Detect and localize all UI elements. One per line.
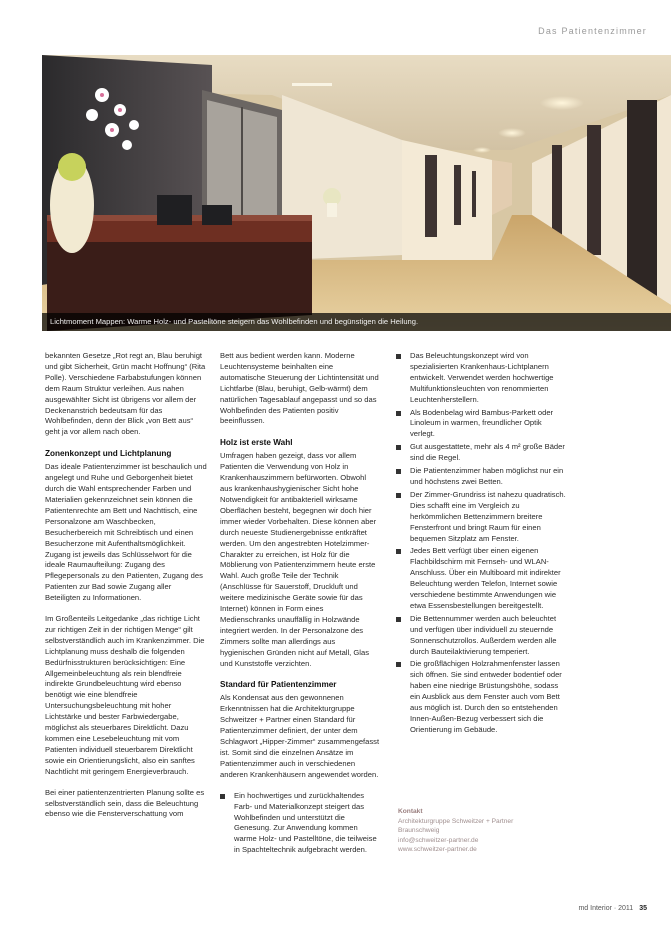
list-item [396, 408, 566, 441]
square-bullet-icon [396, 617, 401, 622]
list-item-text: Als Bodenbelag wird Bambus-Parkett oder Linoleum in warmen, freundlicher Optik verlegt. [410, 407, 554, 439]
list-item [396, 466, 566, 488]
list-item [220, 791, 380, 856]
square-bullet-icon [396, 354, 401, 359]
section-heading: Holz ist erste Wahl [220, 438, 293, 448]
contact-city: Braunschweig [398, 827, 440, 834]
corridor-photo-illustration [42, 55, 671, 331]
square-bullet-icon [396, 493, 401, 498]
section-heading: Standard für Patientenzimmer [220, 680, 337, 690]
photo-caption: Lichtmoment Mappen: Warme Holz- und Pastelltöne steigern das Wohlbefinden und begünstigen die Heilung. [42, 313, 671, 331]
list-item [396, 490, 566, 545]
paragraph: Bett aus bedient werden kann. Moderne Leuchtensysteme beinhalten eine automatische Steuerung der Lichtintensität und Lichtfarbe (Blau, beruhigt, Gelb-wärmt) dem natürlichen Tagesablauf angepasst und so das Wohlbefinden des Patienten positiv beeinflussen. [220, 351, 379, 426]
contact-website[interactable]: www.schweitzer-partner.de [398, 846, 477, 853]
corridor-photo [42, 55, 671, 331]
square-bullet-icon [396, 411, 401, 416]
column-3 [396, 351, 566, 738]
square-bullet-icon [396, 445, 401, 450]
paragraph: Umfragen haben gezeigt, dass vor allem Patienten die Verwendung von Holz in Krankenhauszimmern befürworten. Obwohl aus krankenhaushygienischer Sicht hohe Notwendigkeit für antibakteriell wirksame Oberflächen besteht, begegnen wir doch hier immer wieder Vorbehalten. Diese können aber durch neueste Studienergebnisse entkräftet werden. Um den angestrebten Hotelzimmer-Charakter zu erreichen, ist Holz für die Möblierung von Patientenzimmern heute erste Wahl. Auch große Teile der Technik (Anschlüsse für Sauerstoff, Druckluft und weitere medizinische Geräte sowie für das Internet) können in Form eines Medienschranks unauffällig in Holzwände integriert werden. In der Personalzone des Zimmers sollte man allerdings aus hygienischen Gründen nicht auf Metall, Glas und Kunststoffe verzichten. [220, 451, 377, 668]
bullet-list [220, 791, 380, 856]
running-head: Das Patientenzimmer [538, 26, 647, 36]
column-2 [220, 351, 380, 858]
list-item-text: Die großflächigen Holzrahmenfenster lassen sich öffnen. Sie sind entweder bodentief oder haben eine niedrige Brüstungshöhe, sodass ein Ausblick aus dem Fenster auch vom Bett aus möglich ist. Durch den so entstehenden Innen-Außen-Bezug verbessert sich die Orientierung im Gebäude. [410, 659, 562, 734]
list-item [396, 546, 566, 611]
list-item-text: Das Beleuchtungskonzept wird von spezialisierten Krankenhaus-Lichtplanern entwickelt. Verwendet werden hochwertige Multifunktionsleuchten von renommierten Leuchtenherstellern. [410, 351, 554, 404]
list-item [396, 442, 566, 464]
bullet-list [396, 351, 566, 736]
list-item-text: Gut ausgestattete, mehr als 4 m² große Bäder sind die Regel. [410, 442, 565, 463]
list-item-text: Die Patientenzimmer haben möglichst nur ein und höchstens zwei Betten. [410, 466, 564, 486]
section-heading: Zonenkonzept und Lichtplanung [45, 449, 172, 459]
list-item [396, 659, 566, 735]
paragraph: bekannten Gesetze „Rot regt an, Blau beruhigt und gibt Sicherheit, Grün macht Hoffnung“ (Rita Polle). Verschiedene Farbabstufungen können dem Raum Struktur verleihen. Aus nahen ausgewählter Sicht ist übrigens vor allem der Deckenanstrich bedeutsam für das Wohlbefinden, denn der Blick „von Bett aus“ geht ja vor allem nach oben. [45, 351, 206, 437]
contact-company: Architekturgruppe Schweitzer + Partner [398, 817, 514, 825]
journal-name: md Interior · 2011 [578, 905, 634, 912]
page-footer [578, 905, 647, 912]
paragraph: Im Großenteils Leitgedanke „das richtige Licht zur richtigen Zeit in der richtigen Menge“ gilt selbstverständlich auch im Krankenzimmer. Die Lichtplanung muss deshalb die folgenden Bedürfnisstrukturen berücksichtigen: Eine Allgemeinbeleuchtung als rein blendfreie indirekte Grundbeleuchtung wird ebenso benötigt wie eine blendfreie Untersuchungsbeleuchtung mit hoher Lichtstärke und bester Farbwiedergabe, möglichst als steuerbares Direktlicht. Dazu kommen eine Lesebeleuchtung mit vom Patienten individuell steuerbarem Direktlicht sowie ein Orientierungslicht, also ein sanftes Nachtlicht mit geringem Energieverbrauch. [45, 614, 205, 776]
square-bullet-icon [220, 794, 225, 799]
contact-email[interactable]: info@schweitzer-partner.de [398, 836, 479, 844]
column-1 [45, 351, 208, 830]
list-item-text: Ein hochwertiges und zurückhaltendes Farb- und Materialkonzept steigert das Wohlbefinden und unterstützt die Genesung. Zur Anwendung kommen warme Holz- und Pastelltöne, die teilweise in Spachteltechnik aufgebracht werden. [234, 790, 377, 855]
list-item [396, 614, 566, 658]
paragraph: Bei einer patientenzentrierten Planung sollte es selbstverständlich sein, dass die Beleuchtung ebenso wie die Fensterverschattung vom [45, 787, 205, 819]
list-item-text: Die Bettennummer werden auch beleuchtet und verfügen über individuell zu steuernde Sonnenschutzrollos. Außerdem werden alle durch Bauteilaktivierung temperiert. [410, 613, 557, 656]
square-bullet-icon [396, 469, 401, 474]
list-item-text: Jedes Bett verfügt über einen eigenen Flachbildschirm mit Fernseh- und WLAN-Anschluss. Über ein Multiboard mit indirekter Beleuchtung werden Telefon, Internet sowie verschiedene bestimmte Anwendungen wie etwa Essensbestellungen bereitgestellt. [410, 546, 561, 610]
contact-label: Kontakt [398, 808, 423, 815]
square-bullet-icon [396, 662, 401, 667]
list-item-text: Der Zimmer-Grundriss ist nahezu quadratisch. Dies schafft eine im Vergleich zu herkömmlichen Bettenzimmern breitere Fensterfront und bringt Raum für einen bequemen Sitzplatz am Fenster. [410, 489, 566, 543]
list-item [396, 351, 566, 406]
contact-box [398, 807, 568, 855]
paragraph: Als Kondensat aus den gewonnenen Erkenntnissen hat die Architekturgruppe Schweitzer + Partner einen Standard für Patientenzimmer definiert, der unter dem Schlagwort „Hipper-Zimmer“ zusammengefasst ist. Somit sind die einzelnen Ansätze im Patientenzimmer auch in verschiedenen anderen Krankenhäusern angewendet worden. [220, 693, 380, 779]
square-bullet-icon [396, 549, 401, 554]
page-number: 35 [639, 905, 647, 912]
paragraph: Das ideale Patientenzimmer ist beschaulich und angelegt und Ruhe und Geborgenheit bietet durch die Wahl entsprechender Farben und Materialien gekennzeichnet sein können die Patientenrechte am Bett und Nachttisch, eine Personalzone am Waschbecken, Besucherbereich mit Schreibtisch und einen Besucherzone mit Aufenthaltsmöglichkeit. Zugang ist jeweils das Schlüsselwort für die ideale Raumaufteilung: Zugang des Pflegepersonals zu den Patienten, Zugang des Patienten zur Bad sowie Zugang aller Beteiligten zu Informationen. [45, 462, 207, 603]
